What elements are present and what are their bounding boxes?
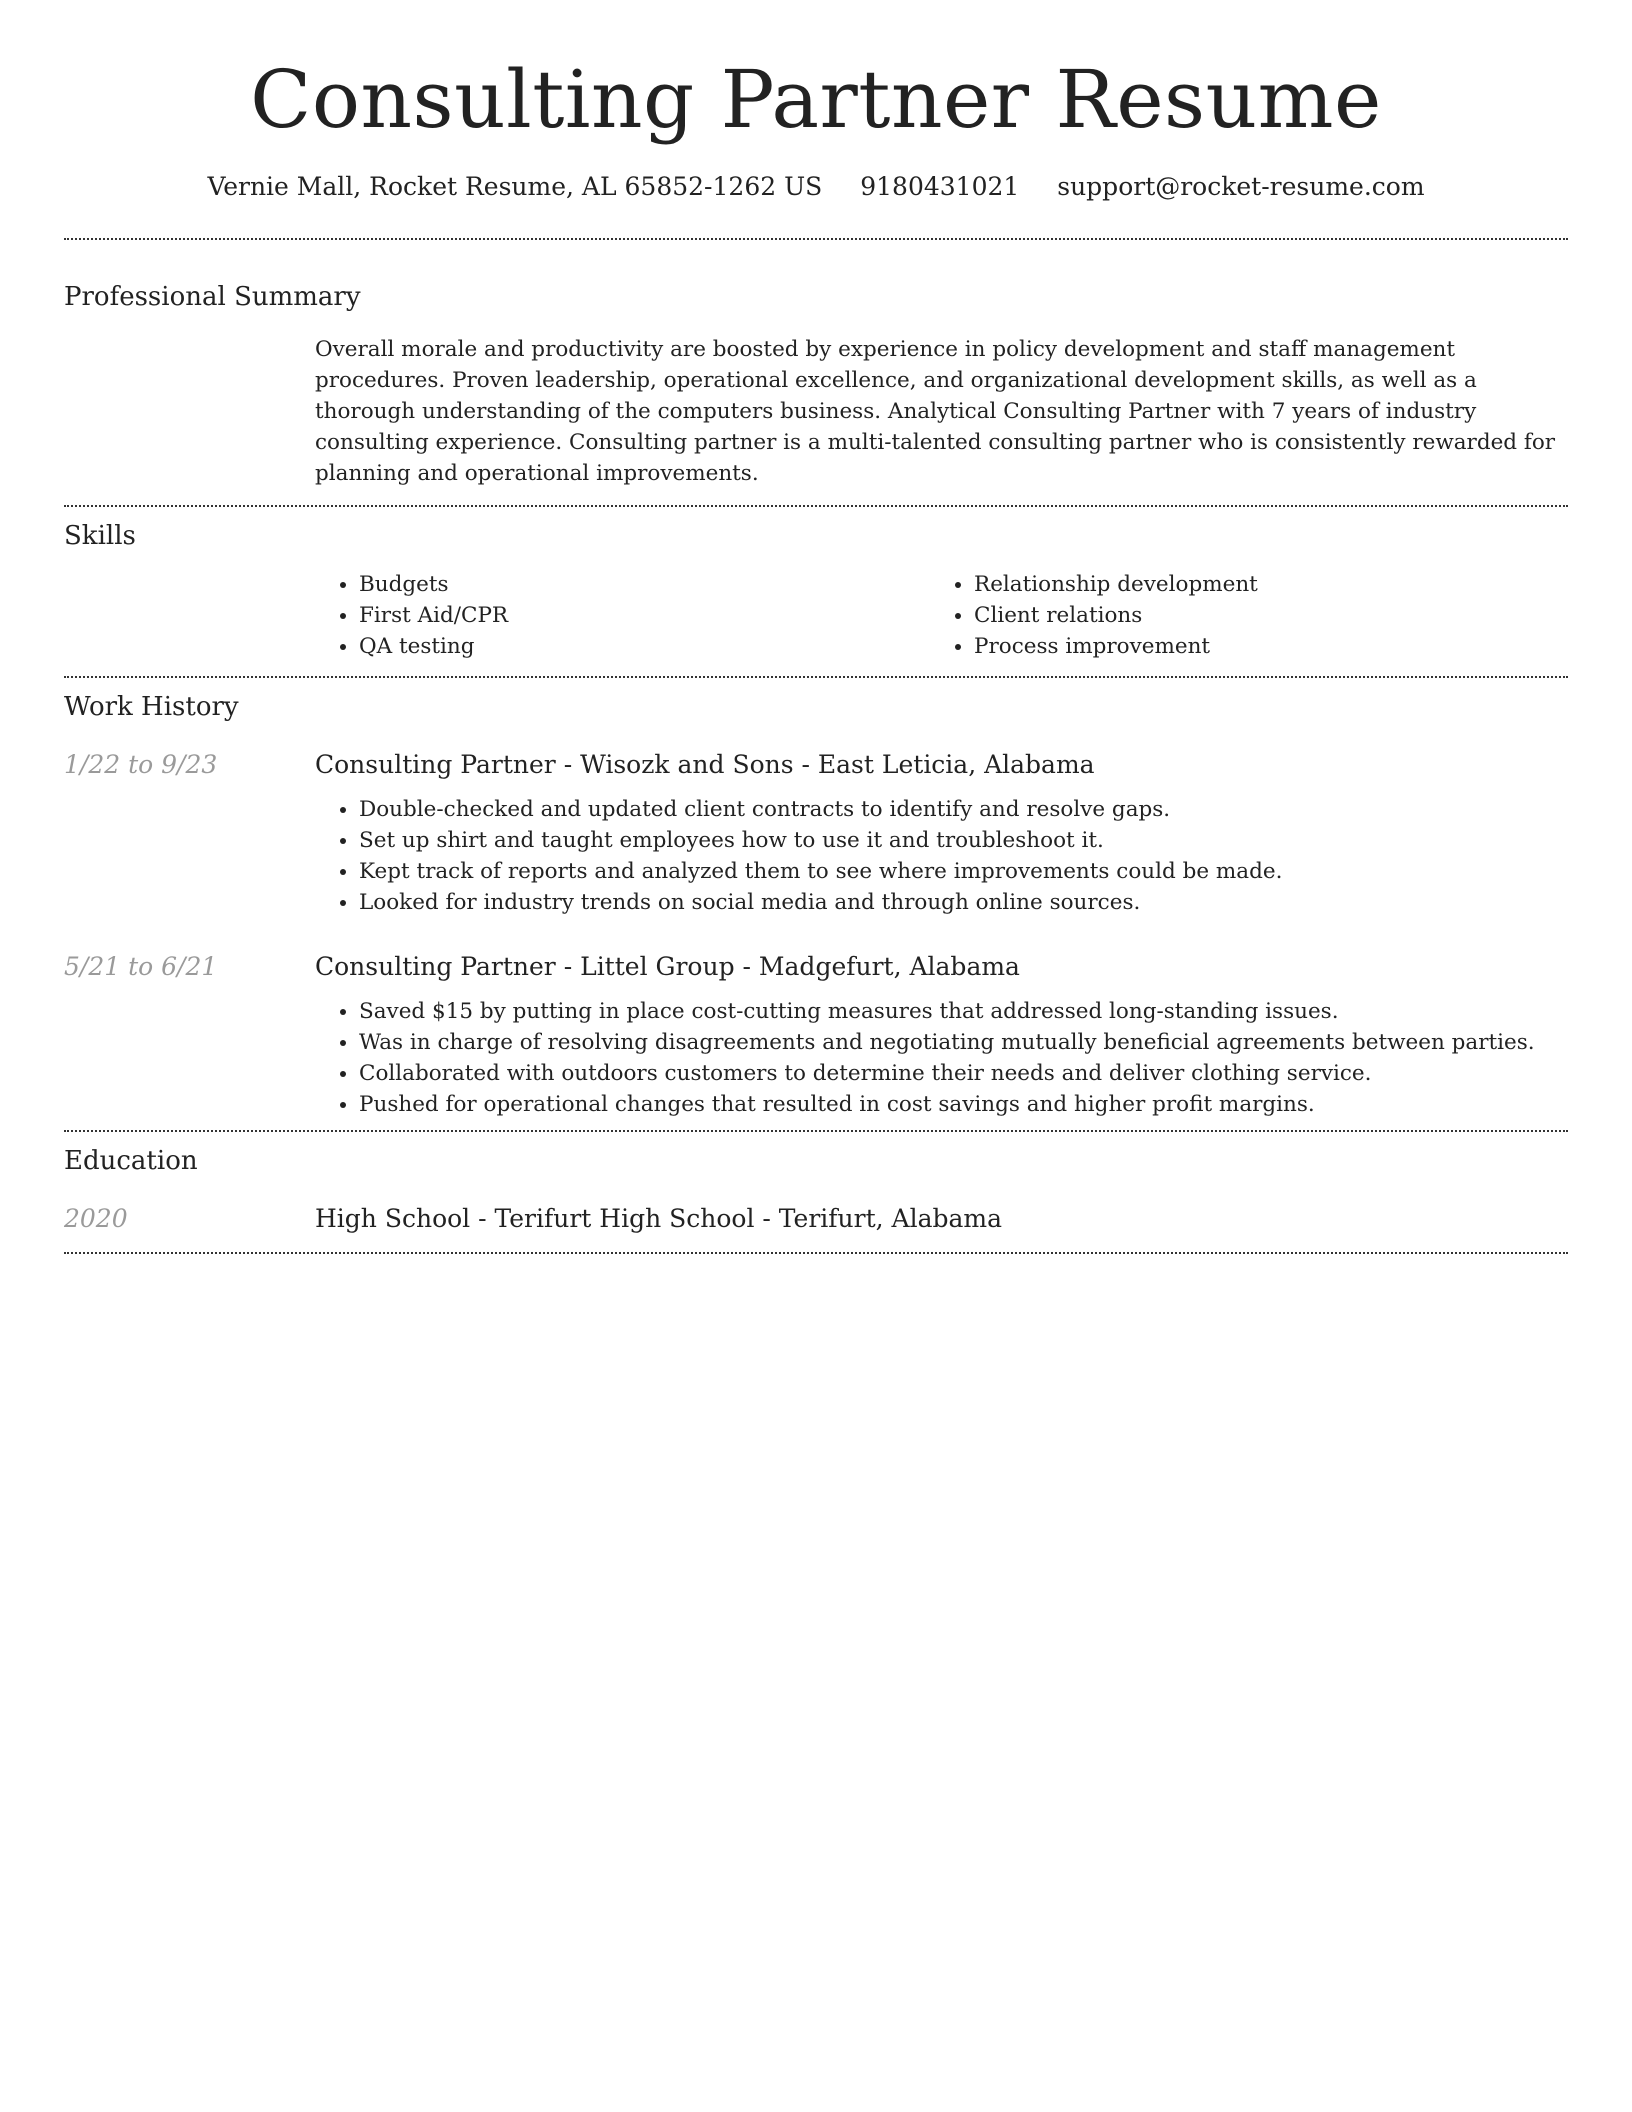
job-entry — [64, 748, 1568, 918]
job-bullet: • Collaborated with outdoors customers to determine their needs and deliver clothing service. — [359, 1058, 1568, 1089]
education-year: 2020 — [64, 1204, 128, 1233]
education-body — [315, 1202, 1568, 1236]
job-bullet: • Kept track of reports and analyzed them to see where improvements could be made. — [359, 856, 1568, 887]
job-body — [315, 950, 1568, 1120]
job-bullet: • Saved $15 by putting in place cost-cutting measures that addressed long-standing issues. — [359, 996, 1568, 1027]
work-heading: Work History — [64, 692, 239, 722]
skills-section — [64, 519, 1568, 676]
job-bullet: • Pushed for operational changes that resulted in cost savings and higher profit margins. — [359, 1089, 1568, 1120]
divider — [64, 1252, 1568, 1254]
page-title: Consulting Partner Resume — [250, 53, 1382, 146]
education-title: High School - Terifurt High School - Terifurt, Alabama — [315, 1204, 1002, 1233]
contact-line — [64, 170, 1568, 204]
summary-text: Overall morale and productivity are boosted by experience in policy development and staff management procedures. Proven leadership, operational excellence, and organizational development skills, as well as a thorough understanding of the computers business. Analytical Consulting Partner with 7 years of industry consulting experience. Consulting partner is a multi-talented consulting partner who is consistently rewarded for planning and operational improvements. — [315, 337, 1556, 486]
divider — [64, 238, 1568, 240]
work-section — [64, 690, 1568, 1130]
skills-list-left — [315, 569, 930, 662]
job-title: Consulting Partner - Littel Group - Madgefurt, Alabama — [315, 952, 1020, 981]
contact-email[interactable]: support@rocket-resume.com — [1057, 172, 1425, 201]
skill-item: • Budgets — [359, 569, 930, 600]
job-bullets — [315, 794, 1568, 918]
job-dates: 5/21 to 6/21 — [64, 952, 218, 981]
skill-item: • Process improvement — [974, 631, 1545, 662]
job-bullet: • Was in charge of resolving disagreements and negotiating mutually beneficial agreements between parties. — [359, 1027, 1568, 1058]
summary-section — [64, 280, 1568, 505]
job-body — [315, 748, 1568, 918]
skills-list-right — [930, 569, 1545, 662]
job-title: Consulting Partner - Wisozk and Sons - East Leticia, Alabama — [315, 750, 1095, 779]
skills-columns — [315, 569, 1568, 676]
education-section — [64, 1144, 1568, 1252]
skill-item: • Client relations — [974, 600, 1545, 631]
job-dates: 1/22 to 9/23 — [64, 750, 218, 779]
job-bullet: • Double-checked and updated client contracts to identify and resolve gaps. — [359, 794, 1568, 825]
education-entry — [64, 1202, 1568, 1252]
summary-heading: Professional Summary — [64, 282, 361, 312]
job-bullets — [315, 996, 1568, 1120]
divider — [64, 676, 1568, 678]
skill-item: • Relationship development — [974, 569, 1545, 600]
skill-item: • QA testing — [359, 631, 930, 662]
education-heading: Education — [64, 1146, 198, 1176]
contact-phone: 9180431021 — [860, 172, 1020, 201]
divider — [64, 1130, 1568, 1132]
job-bullet: • Set up shirt and taught employees how to use it and troubleshoot it. — [359, 825, 1568, 856]
job-entry — [64, 950, 1568, 1130]
job-bullet: • Looked for industry trends on social media and through online sources. — [359, 887, 1568, 918]
skills-heading: Skills — [64, 521, 136, 551]
skill-item: • First Aid/CPR — [359, 600, 930, 631]
contact-address: Vernie Mall, Rocket Resume, AL 65852-1262 US — [207, 172, 823, 201]
divider — [64, 505, 1568, 507]
